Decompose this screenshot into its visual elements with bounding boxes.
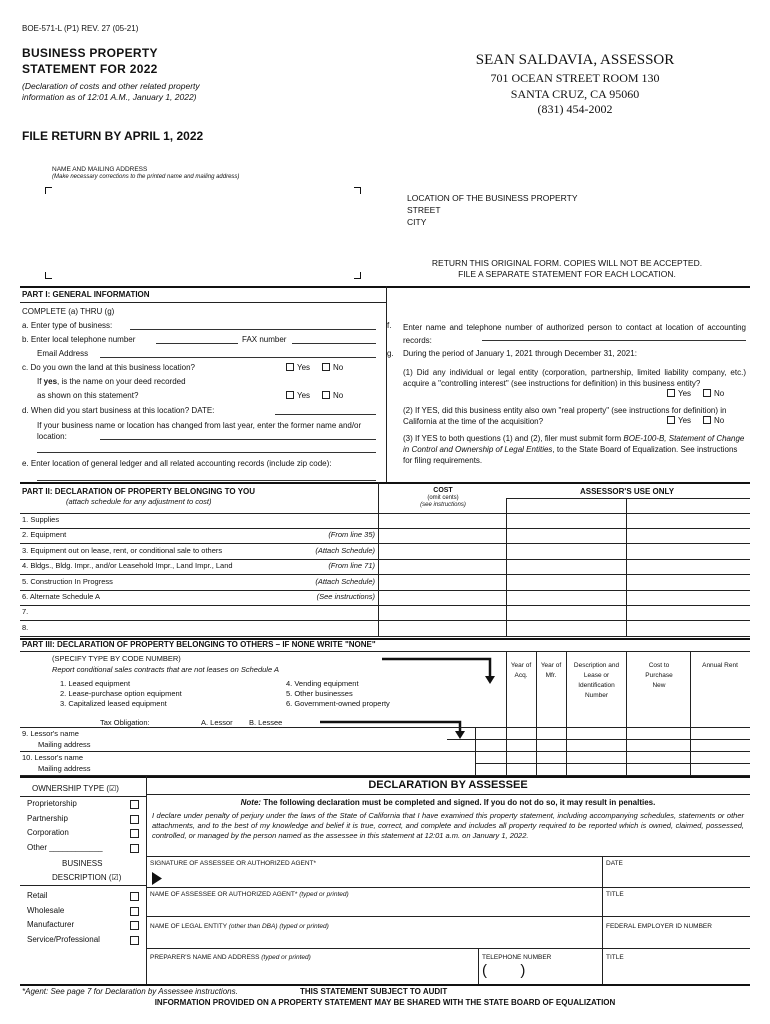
ownership-option-checkbox[interactable]	[130, 844, 139, 853]
row10-lessor-name: 10. Lessor's name	[22, 753, 84, 762]
ownership-option-label: Other ____________	[27, 842, 103, 852]
divider	[20, 636, 750, 637]
divider	[20, 620, 750, 621]
corner-mark	[354, 187, 361, 194]
divider	[146, 916, 750, 917]
part3-header: PART III: DECLARATION OF PROPERTY BELONGING TO OTHERS – IF NONE WRITE "NONE"	[22, 640, 376, 649]
fein-label: FEDERAL EMPLOYER ID NUMBER	[606, 923, 712, 930]
ownership-option-checkbox[interactable]	[130, 800, 139, 809]
divider	[20, 984, 750, 986]
cost-header: COST	[433, 487, 453, 494]
codes-right: 4. Vending equipment 5. Other businesses 6. Government-owned property	[286, 679, 390, 708]
divider	[478, 948, 479, 984]
arrow-icon	[380, 656, 500, 686]
q-f-label: Enter name and telephone number of authorized person to contact at location of accounting records:	[403, 323, 746, 345]
divider	[146, 856, 750, 857]
q-g1-label: (1) Did any individual or legal entity (corporation, partnership, limited liability company, etc.) acquire a "controlling interest" (see instructions for definition) in this business entity?	[403, 368, 746, 388]
divider	[146, 948, 750, 949]
business-desc-option-checkbox[interactable]	[130, 921, 139, 930]
corner-mark	[45, 272, 52, 279]
business-desc-option-checkbox[interactable]	[130, 907, 139, 916]
divider	[20, 574, 750, 575]
ownership-option-checkbox[interactable]	[130, 815, 139, 824]
q-c-label: c. Do you own the land at this business location?	[22, 363, 195, 372]
location-label: LOCATION OF THE BUSINESS PROPERTY	[407, 193, 578, 203]
q-f-marker: f.	[387, 321, 392, 330]
fein-field[interactable]	[606, 932, 746, 946]
part2-row-label: 4. Bldgs., Bldg. Impr., and/or Leasehold Impr., Land Impr., Land	[22, 561, 233, 571]
divider	[146, 887, 750, 888]
business-desc-option-checkbox[interactable]	[130, 936, 139, 945]
cost-sub2: (see instructions)	[420, 502, 466, 508]
divider	[20, 590, 750, 591]
divider	[20, 751, 750, 752]
location-field[interactable]	[480, 203, 735, 227]
q-c3-label: as shown on this statement?	[37, 391, 139, 400]
part2-cost-input[interactable]	[380, 546, 504, 558]
legal-entity-label: NAME OF LEGAL ENTITY (other than DBA) (typed or printed)	[150, 923, 329, 930]
part2-row-label: 1. Supplies	[22, 515, 60, 524]
preparer-label: PREPARER'S NAME AND ADDRESS (typed or printed)	[150, 954, 311, 961]
realprop-no-checkbox[interactable]: No	[703, 416, 724, 425]
divider	[506, 498, 507, 637]
assessor-use-header: ASSESSOR'S USE ONLY	[579, 487, 675, 496]
q-g2-label: (2) If YES, did this business entity also own "real property" (see instructions for definition) in California at the time of the acquisition?	[403, 406, 727, 426]
q-b-label: b. Enter local telephone number	[22, 335, 136, 344]
col-annual-rent: Annual Rent	[702, 662, 738, 669]
part2-row-label: 3. Equipment out on lease, rent, or conditional sale to others	[22, 545, 223, 555]
divider	[690, 651, 691, 775]
divider	[566, 651, 567, 775]
former-name-input-2[interactable]	[37, 444, 376, 453]
corner-mark	[354, 272, 361, 279]
part2-row-reference: (See instructions)	[316, 592, 375, 601]
part3-specify: (SPECIFY TYPE BY CODE NUMBER)	[52, 654, 181, 663]
location-street-label: STREET	[407, 205, 441, 215]
lessee-option[interactable]: B. Lessee	[249, 718, 283, 727]
divider	[20, 776, 750, 778]
declaration-body: I declare under penalty of perjury under the laws of the State of California that I have examined this property statement, including accompanying schedules, statements or other attachments, and to the best of my knowledge and belief it is true, correct, and complete and includes all property required to be reported which is owned, claimed, possessed, controlled, or managed by the person named as the assessee in this statement at 12:01 a.m. on January 1, 2022.	[152, 811, 744, 840]
assessor-name: SEAN SALDAVIA, ASSESSOR	[475, 52, 675, 68]
title-field[interactable]	[606, 900, 746, 915]
divider	[20, 482, 750, 484]
declaration-note: Note: The following declaration must be completed and signed. If you do not do so, it may result in penalties.	[240, 798, 656, 807]
divider	[386, 286, 387, 482]
divider	[20, 727, 750, 728]
divider	[475, 763, 750, 764]
signature-label: SIGNATURE OF ASSESSEE OR AUTHORIZED AGENT*	[150, 860, 317, 867]
divider	[20, 302, 386, 303]
q-g-label: During the period of January 1, 2021 through December 31, 2021:	[403, 349, 637, 358]
part2-row-label: 2. Equipment	[22, 530, 67, 540]
divider	[20, 605, 750, 606]
agent-name-field[interactable]	[150, 900, 600, 915]
control-no-checkbox[interactable]: No	[703, 389, 724, 398]
assessor-street: 701 OCEAN STREET ROOM 130	[490, 71, 660, 85]
title-label: TITLE	[606, 891, 624, 898]
divider	[20, 286, 750, 288]
start-date-input[interactable]	[275, 406, 376, 415]
divider	[506, 498, 750, 499]
divider	[626, 651, 627, 775]
telephone-label: TELEPHONE NUMBER	[482, 954, 552, 961]
col-year-acq: Year of Acq.	[510, 662, 532, 679]
col-cost-new: Cost to Purchase New	[645, 662, 673, 689]
business-desc-header-1: BUSINESS	[62, 859, 103, 868]
signature-field[interactable]	[166, 868, 602, 886]
business-desc-option-label: Service/Professional	[27, 934, 100, 944]
part2-cost-input[interactable]	[380, 530, 504, 542]
divider	[146, 776, 147, 985]
ownership-header: OWNERSHIP TYPE (☑)	[32, 784, 119, 793]
declaration-header: DECLARATION BY ASSESSEE	[368, 779, 528, 791]
q-a-label: a. Enter type of business:	[22, 321, 113, 330]
part2-cost-input[interactable]	[380, 592, 504, 604]
mailing-note: (Make necessary corrections to the printed name and mailing address)	[52, 174, 240, 180]
ledger-location-input[interactable]	[37, 472, 376, 481]
business-desc-option-label: Retail	[27, 891, 48, 900]
form-title-line2: STATEMENT FOR 2022	[22, 62, 158, 76]
legal-entity-field[interactable]	[150, 932, 600, 946]
part2-subheader: (attach schedule for any adjustment to cost)	[66, 497, 212, 506]
return-notice-2: FILE A SEPARATE STATEMENT FOR EACH LOCATION.	[458, 269, 676, 279]
part2-cost-input[interactable]	[380, 577, 504, 589]
divider	[20, 885, 146, 886]
file-deadline: FILE RETURN BY APRIL 1, 2022	[22, 129, 204, 143]
ownership-option-label: Proprietorship	[27, 799, 77, 808]
telephone-field[interactable]: ( )	[482, 962, 526, 979]
divider	[20, 513, 750, 514]
title2-field[interactable]	[606, 963, 746, 983]
part2-header: PART II: DECLARATION OF PROPERTY BELONGING TO YOU	[22, 487, 256, 496]
ownership-option-checkbox[interactable]	[130, 829, 139, 838]
ownership-option-label: Partnership	[27, 813, 68, 823]
agent-name-label: NAME OF ASSESSEE OR AUTHORIZED AGENT* (typed or printed)	[150, 891, 349, 898]
preparer-field[interactable]	[150, 963, 475, 983]
business-desc-option-checkbox[interactable]	[130, 892, 139, 901]
title2-label: TITLE	[606, 954, 624, 961]
divider	[447, 739, 750, 740]
contact-person-input[interactable]	[482, 332, 746, 341]
location-city-label: CITY	[407, 217, 427, 227]
deed-yes-checkbox[interactable]: Yes	[286, 391, 310, 400]
col-description: Description and Lease or Identification Number	[573, 662, 620, 699]
business-desc-option-label: Wholesale	[27, 905, 65, 915]
assessor-phone: (831) 454-2002	[537, 102, 613, 116]
part2-row-reference: (From line 35)	[328, 530, 375, 540]
audit-notice: THIS STATEMENT SUBJECT TO AUDIT	[300, 987, 448, 996]
divider	[20, 528, 750, 529]
mailing-label: NAME AND MAILING ADDRESS	[52, 166, 148, 173]
part2-row-reference: (Attach Schedule)	[315, 545, 375, 555]
divider	[626, 498, 627, 637]
divider	[146, 794, 750, 795]
part2-cost-input[interactable]	[380, 561, 504, 573]
ownership-option-label: Corporation	[27, 828, 69, 837]
part2-cost-input[interactable]	[380, 607, 504, 619]
col-year-mfr: Year of Mfr.	[540, 662, 562, 679]
part1-complete: COMPLETE (a) THRU (g)	[22, 307, 115, 316]
codes-left: 1. Leased equipment 2. Lease-purchase option equipment 3. Capitalized leased equipment	[60, 679, 182, 708]
return-notice-1: RETURN THIS ORIGINAL FORM. COPIES WILL NOT BE ACCEPTED.	[431, 258, 703, 268]
corner-mark	[45, 187, 52, 194]
form-title-line1: BUSINESS PROPERTY	[22, 46, 158, 60]
business-type-input[interactable]	[130, 321, 376, 330]
tax-obligation-label: Tax Obligation:	[100, 718, 150, 727]
part3-report: Report conditional sales contracts that are not leases on Schedule A	[52, 665, 279, 674]
part2-row-label: 8.	[22, 622, 29, 632]
divider	[20, 651, 750, 652]
date-field[interactable]	[606, 869, 746, 886]
phone-input[interactable]	[156, 335, 238, 344]
form-subtitle: (Declaration of costs and other related property information as of 12:01 A.M., January 1, 2022)	[22, 81, 200, 102]
fax-input[interactable]	[292, 335, 376, 344]
land-yes-checkbox[interactable]: Yes	[286, 363, 310, 372]
fax-label: FAX number	[242, 335, 287, 344]
part2-row-label: 6. Alternate Schedule A	[22, 592, 100, 601]
q-g3-label: (3) If YES to both questions (1) and (2), filer must submit form BOE-100-B, Statement of Change in Control and Ownership of Legal Entities, to the State Board of Equalization. See instructions for filing requirements.	[403, 434, 745, 465]
date-label: DATE	[606, 860, 623, 867]
divider	[20, 559, 750, 560]
divider	[602, 856, 603, 984]
part2-cost-input[interactable]	[380, 515, 504, 527]
form-id: BOE-571-L (P1) REV. 27 (05-21)	[22, 24, 139, 33]
q-d2-label: If your business name or location has changed from last year, enter the former name and/or location:	[37, 421, 362, 441]
email-input[interactable]	[100, 349, 376, 358]
q-e-label: e. Enter location of general ledger and all related accounting records (include zip code):	[22, 459, 332, 468]
part2-row-label: 7.	[22, 607, 29, 617]
q-d-label: d. When did you start business at this location? DATE:	[22, 406, 215, 415]
q-g-marker: g.	[387, 349, 394, 358]
row9-lessor-name: 9. Lessor's name	[22, 729, 79, 738]
former-name-input[interactable]	[100, 431, 376, 440]
divider	[20, 796, 146, 797]
part2-cost-input[interactable]	[380, 623, 504, 635]
sharing-notice: INFORMATION PROVIDED ON A PROPERTY STATEMENT MAY BE SHARED WITH THE STATE BOARD OF EQUALIZATION	[154, 998, 616, 1007]
land-no-checkbox[interactable]: No	[322, 363, 343, 372]
part2-row-reference: (Attach Schedule)	[315, 576, 375, 586]
part2-row-reference: (From line 71)	[328, 561, 375, 571]
sign-here-arrow-icon	[151, 872, 163, 885]
business-desc-header-2: DESCRIPTION (☑)	[52, 873, 122, 882]
control-yes-checkbox[interactable]: Yes	[667, 389, 691, 398]
deed-no-checkbox[interactable]: No	[322, 391, 343, 400]
mailing-address-field[interactable]	[58, 194, 348, 270]
realprop-yes-checkbox[interactable]: Yes	[667, 416, 691, 425]
part2-row-label: 5. Construction In Progress	[22, 576, 113, 586]
agent-footnote: *Agent: See page 7 for Declaration by Assessee instructions.	[22, 987, 238, 996]
part1-header: PART I: GENERAL INFORMATION	[22, 290, 150, 299]
lessor-option[interactable]: A. Lessor	[201, 718, 233, 727]
email-label: Email Address	[37, 349, 89, 358]
business-desc-option-label: Manufacturer	[27, 920, 75, 929]
cost-sub1: (omit cents)	[427, 495, 459, 501]
assessor-city: SANTA CRUZ, CA 95060	[510, 87, 640, 101]
row10-mailing: Mailing address	[38, 764, 91, 773]
row9-input[interactable]	[100, 729, 440, 751]
q-c2-label: If yes, is the name on your deed recorded	[37, 377, 186, 386]
row10-input[interactable]	[100, 753, 470, 775]
row9-mailing: Mailing address	[38, 740, 91, 749]
divider	[20, 543, 750, 544]
